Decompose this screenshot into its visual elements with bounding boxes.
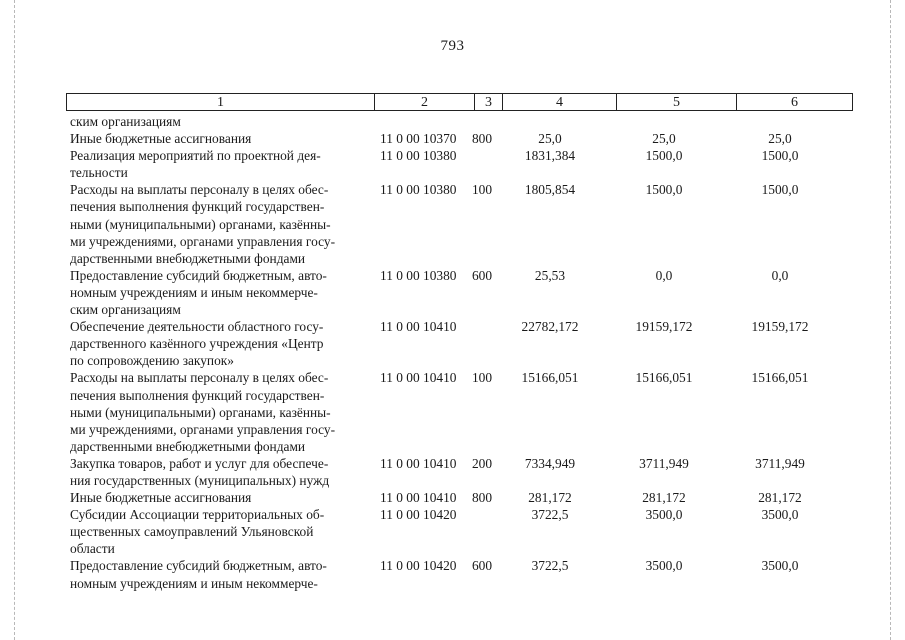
cell-v5: 0,0	[655, 267, 673, 283]
cell-v5: 1500,0	[645, 182, 683, 198]
cell-desc: ским организациям	[70, 114, 181, 129]
header-col-2: 2	[375, 94, 475, 110]
cell-desc: Обеспечение деятельности областного госу- дарственного казённого учреждения «Центр по сопровождению закупок»	[70, 319, 324, 369]
table-row	[70, 489, 860, 506]
table-row	[70, 130, 860, 147]
cell-v4: 3722,5	[531, 558, 569, 574]
cell-desc: Реализация мероприятий по проектной дея- тельности	[70, 148, 321, 181]
table-row	[70, 369, 860, 454]
cell-v4	[496, 113, 604, 130]
cell-code	[372, 113, 468, 130]
cell-code: 11 0 00 10410	[380, 455, 457, 471]
cell-v4: 22782,172	[521, 319, 579, 335]
cell-desc: Предоставление субсидий бюджетным, авто- номным учреждениям и иным некоммерче- ским организациям	[70, 267, 327, 318]
cell-v6	[724, 113, 836, 130]
header-col-1: 1	[67, 94, 375, 110]
table-row	[70, 147, 860, 181]
cell-v6: 3500,0	[761, 558, 799, 574]
cell-v5: 3711,949	[639, 455, 689, 471]
table-row	[70, 318, 860, 369]
cell-code: 11 0 00 10420	[380, 558, 457, 574]
cell-v4: 1831,384	[524, 148, 576, 164]
cell-v6: 0,0	[771, 267, 789, 283]
cell-desc: Расходы на выплаты персоналу в целях обес- печения выполнения функций государствен- ными (муниципальными) органами, казённы- ми учреждениями, органами управления госу- дарственными внебюджетными фондами	[70, 182, 336, 266]
cell-vr: 800	[471, 490, 493, 506]
cell-vr: 600	[471, 267, 493, 283]
cell-code: 11 0 00 10410	[380, 490, 457, 506]
cell-v6: 3711,949	[755, 455, 805, 471]
cell-vr	[468, 147, 496, 181]
cell-v4: 281,172	[528, 490, 572, 506]
table-row	[70, 113, 860, 130]
cell-code: 11 0 00 10420	[380, 507, 457, 523]
cell-desc: Предоставление субсидий бюджетным, авто- номным учреждениям и иным некоммерче-	[70, 558, 327, 591]
cell-v5: 3500,0	[645, 558, 683, 574]
cell-desc: Иные бюджетные ассигнования	[70, 131, 252, 147]
table-row	[70, 557, 860, 591]
cell-v5: 19159,172	[635, 319, 693, 335]
table-body	[70, 113, 860, 592]
cell-vr: 100	[471, 370, 493, 386]
cell-v5: 15166,051	[635, 370, 693, 386]
cell-desc: Субсидии Ассоциации территориальных об- щественных самоуправлений Ульяновской области	[70, 507, 325, 557]
cell-v5: 3500,0	[645, 507, 683, 523]
header-col-5: 5	[617, 94, 737, 110]
cell-vr: 200	[471, 455, 493, 471]
cell-desc: Иные бюджетные ассигнования	[70, 490, 252, 506]
cell-code: 11 0 00 10380	[380, 267, 457, 283]
cell-v5: 25,0	[652, 131, 676, 147]
table-row	[70, 181, 860, 266]
header-col-3: 3	[475, 94, 503, 110]
cell-desc: Расходы на выплаты персоналу в целях обес- печения выполнения функций государствен- ными (муниципальными) органами, казённы- ми учреждениями, органами управления госу- дарственными внебюджетными фондами	[70, 370, 336, 454]
table-header	[66, 93, 853, 111]
right-scan-edge	[890, 0, 891, 640]
cell-vr	[468, 506, 496, 557]
cell-v5	[604, 113, 724, 130]
cell-v6: 19159,172	[751, 319, 809, 335]
cell-v5: 281,172	[642, 490, 686, 506]
cell-v6: 1500,0	[761, 148, 799, 164]
cell-code: 11 0 00 10410	[380, 370, 457, 386]
cell-v4: 7334,949	[524, 455, 576, 471]
left-scan-edge	[14, 0, 15, 640]
header-col-4: 4	[503, 94, 617, 110]
cell-vr: 100	[471, 182, 493, 198]
cell-vr	[468, 113, 496, 130]
cell-v4: 3722,5	[531, 507, 569, 523]
cell-v6: 1500,0	[761, 182, 799, 198]
cell-v4: 15166,051	[521, 370, 579, 386]
page-number: 793	[440, 38, 465, 54]
table-row	[70, 506, 860, 557]
cell-desc: Закупка товаров, работ и услуг для обеспече- ния государственных (муниципальных) нужд	[70, 455, 330, 488]
cell-code: 11 0 00 10370	[380, 131, 457, 147]
table-row	[70, 267, 860, 318]
table-row	[70, 455, 860, 489]
cell-v4: 1805,854	[524, 182, 576, 198]
cell-code: 11 0 00 10380	[380, 148, 457, 164]
cell-code: 11 0 00 10380	[380, 182, 457, 198]
cell-vr: 800	[471, 131, 493, 147]
header-col-6: 6	[791, 95, 798, 110]
cell-v5: 1500,0	[645, 148, 683, 164]
cell-vr: 600	[471, 558, 493, 574]
cell-v6: 15166,051	[751, 370, 809, 386]
cell-v6: 3500,0	[761, 507, 799, 523]
cell-vr	[468, 318, 496, 369]
cell-code: 11 0 00 10410	[380, 319, 457, 335]
cell-v6: 25,0	[768, 131, 792, 147]
cell-v6: 281,172	[758, 490, 802, 506]
cell-v4: 25,53	[534, 267, 566, 283]
cell-v4: 25,0	[538, 131, 562, 147]
